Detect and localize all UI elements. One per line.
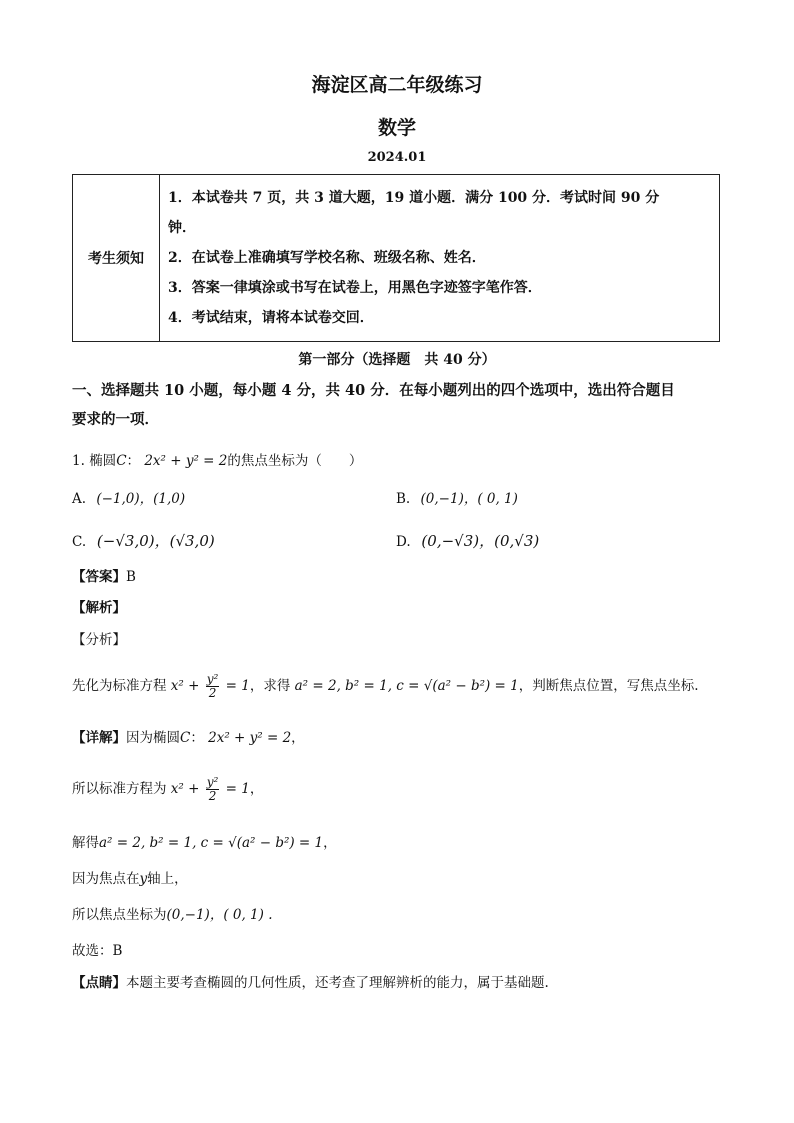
- notice-items: [160, 175, 719, 341]
- answer-value: B: [126, 569, 136, 585]
- fenxi-text-b: ，求得: [249, 678, 291, 694]
- section-intro: [72, 376, 722, 434]
- detail-line-5: [72, 905, 272, 925]
- detail-line-3: [72, 833, 337, 853]
- detail-label: 【详解】: [72, 730, 126, 746]
- fenxi-text-c: ，判断焦点位置，写焦点坐标.: [518, 678, 699, 694]
- option-d: [396, 531, 539, 552]
- detail-line2-eq-a: x² +: [170, 781, 200, 797]
- fenxi-eq-b: = 1: [225, 678, 250, 694]
- detail-line4-a: 因为焦点在: [72, 871, 140, 887]
- ellipse-var: C: [116, 453, 127, 469]
- option-b-text: (0,−1)，( 0, 1): [420, 491, 518, 507]
- detail-line3-end: ，: [323, 835, 337, 851]
- notice-item-3: 3．答案一律填涂或书写在试卷上，用黑色字迹签字笔作答．: [168, 280, 542, 296]
- detail-fraction: [206, 776, 220, 803]
- detail-line3-a: 解得: [72, 835, 99, 851]
- notice-item-1-cont: 钟．: [168, 220, 196, 236]
- notice-table: [72, 174, 720, 342]
- choose-line: 故选：B: [72, 943, 123, 959]
- detail-line4-b: 轴上，: [147, 871, 188, 887]
- option-b-label: B.: [396, 491, 411, 507]
- answer-label: 【答案】: [72, 569, 126, 585]
- detail-line5-eq: (0,−1)，( 0, 1) .: [166, 907, 273, 923]
- question-number: 1.: [72, 453, 85, 469]
- detail-line1-eq: 2x² + y² = 2: [208, 730, 292, 746]
- detail-line2-end: ，: [249, 781, 264, 797]
- detail-line4-var: y: [139, 871, 148, 887]
- detail-line-4: [72, 869, 188, 889]
- detail-line-1: [72, 728, 305, 748]
- comment-text: 本题主要考查椭圆的几何性质，还考查了理解辨析的能力，属于基础题.: [126, 975, 549, 991]
- section-intro-line1: 一、选择题共 10 小题，每小题 4 分，共 40 分．在每小题列出的四个选项中，选出符合题目: [72, 382, 675, 399]
- question-stem-prefix: 椭圆: [89, 453, 117, 469]
- option-a-text: (−1,0)，(1,0): [96, 491, 186, 507]
- analysis-label: 【解析】: [72, 600, 126, 616]
- notice-item-2: 2．在试卷上准确填写学校名称、班级名称、姓名．: [168, 250, 486, 266]
- detail-line1-var: C: [180, 730, 191, 746]
- fenxi-line: [72, 671, 699, 701]
- fraction-denominator: 2: [208, 686, 217, 700]
- fenxi-text-a: 先化为标准方程: [72, 678, 167, 694]
- stem-suffix: 的焦点坐标为（ ）: [227, 453, 363, 469]
- question-stem: [72, 451, 362, 471]
- exam-date: 2024.01: [367, 150, 427, 165]
- fraction-denominator: 2: [208, 789, 217, 803]
- stem-colon: ：: [126, 453, 141, 469]
- fraction-numerator: y²: [206, 672, 219, 686]
- option-c: [72, 531, 215, 552]
- option-b: [396, 489, 518, 509]
- option-d-label: D.: [396, 534, 411, 550]
- fenxi-eq-a: x² +: [170, 678, 200, 694]
- detail-line3-eq: a² = 2, b² = 1, c = √(a² − b²) = 1: [99, 835, 324, 851]
- option-d-text: (0,−√3)，(0,√3): [421, 532, 540, 550]
- section-heading: 第一部分（选择题 共 40 分）: [298, 352, 496, 368]
- detail-line-2: [72, 774, 263, 804]
- detail-line2-eq-b: = 1: [225, 781, 250, 797]
- detail-line1-end: ，: [291, 730, 305, 746]
- answer-line: [72, 567, 136, 587]
- detail-line1-colon: ：: [190, 730, 204, 746]
- fraction-numerator: y²: [206, 775, 219, 789]
- option-c-label: C.: [72, 534, 87, 550]
- notice-item-1: 1．本试卷共 7 页，共 3 道大题，19 道小题．满分 100 分．考试时间 90 分: [168, 190, 660, 206]
- stem-equation: 2x² + y² = 2: [144, 453, 228, 469]
- fenxi-fraction: [206, 673, 220, 700]
- fenxi-label: 【分析】: [72, 632, 126, 648]
- detail-line2-a: 所以标准方程为: [72, 781, 167, 797]
- fenxi-eq-c: a² = 2, b² = 1, c = √(a² − b²) = 1: [294, 678, 519, 694]
- comment-line: [72, 973, 549, 993]
- subject-title: 数学: [377, 117, 416, 139]
- option-c-text: (−√3,0)，(√3,0): [96, 532, 215, 550]
- notice-item-4: 4．考试结束，请将本试卷交回．: [168, 310, 374, 326]
- notice-label: 考生须知: [73, 175, 160, 341]
- comment-label: 【点睛】: [72, 975, 126, 991]
- option-a-label: A.: [72, 491, 87, 507]
- option-a: [72, 489, 185, 509]
- exam-title: 海淀区高二年级练习: [311, 74, 483, 96]
- detail-line5-a: 所以焦点坐标为: [72, 907, 167, 923]
- section-intro-line2: 要求的一项．: [72, 411, 159, 428]
- detail-line1-a: 因为椭圆: [126, 730, 180, 746]
